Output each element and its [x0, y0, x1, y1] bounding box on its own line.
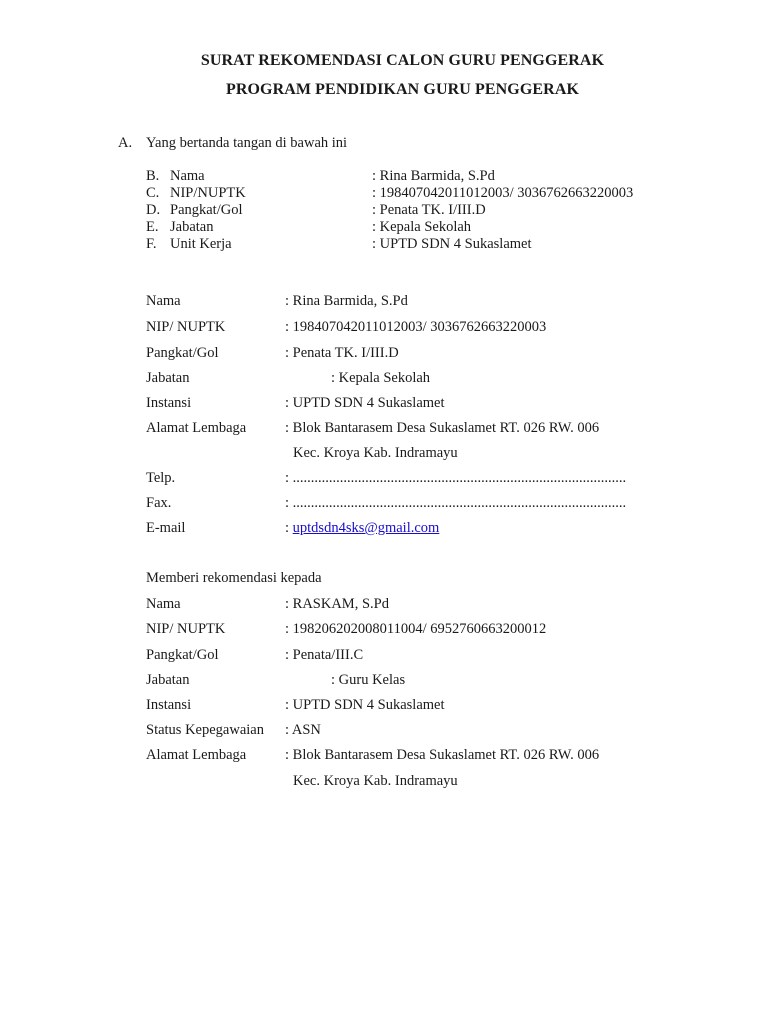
field-label: E-mail	[146, 520, 186, 536]
field-value: : ASN	[285, 722, 321, 738]
field-value: : Blok Bantarasem Desa Sukaslamet RT. 026 RW. 006	[285, 420, 600, 436]
field-label: Jabatan	[146, 672, 190, 688]
field-value: : Penata/III.C	[285, 647, 364, 663]
field-label: Nama	[146, 293, 181, 309]
field-value: : RASKAM, S.Pd	[285, 596, 389, 612]
field-value: : ............................................................................................	[285, 470, 627, 486]
field-label: Instansi	[146, 395, 192, 411]
list-marker: F.	[146, 236, 157, 252]
field-label: Nama	[146, 596, 181, 612]
field-value: : 198407042011012003/ 3036762663220003	[372, 185, 634, 201]
section-a-intro: Yang bertanda tangan di bawah ini	[146, 135, 348, 151]
field-label: Pangkat/Gol	[170, 202, 243, 218]
field-label: Jabatan	[146, 370, 190, 386]
email-link[interactable]: uptdsdn4sks@gmail.com	[292, 520, 440, 536]
field-value: : 198206202008011004/ 6952760663200012	[285, 621, 547, 637]
field-label: Telp.	[146, 470, 176, 486]
letter-title: SURAT REKOMENDASI CALON GURU PENGGERAK	[200, 52, 605, 69]
recipient-intro: Memberi rekomendasi kepada	[146, 570, 322, 586]
field-label: Nama	[170, 168, 205, 184]
field-value: : ............................................................................................	[285, 495, 627, 511]
field-label: Pangkat/Gol	[146, 345, 219, 361]
field-label: NIP/ NUPTK	[146, 621, 226, 637]
field-value: : Rina Barmida, S.Pd	[372, 168, 495, 184]
field-value: : UPTD SDN 4 Sukaslamet	[372, 236, 532, 252]
section-a-marker: A.	[118, 135, 133, 151]
field-label: Alamat Lembaga	[146, 420, 247, 436]
field-value: : UPTD SDN 4 Sukaslamet	[285, 697, 445, 713]
field-value: : Rina Barmida, S.Pd	[285, 293, 408, 309]
field-label: Alamat Lembaga	[146, 747, 247, 763]
list-marker: D.	[146, 202, 161, 218]
field-label: Status Kepegawaian	[146, 722, 264, 738]
signer-address-continuation: Kec. Kroya Kab. Indramayu	[293, 445, 458, 461]
field-label: Unit Kerja	[170, 236, 232, 252]
list-marker: B.	[146, 168, 160, 184]
field-value: : 198407042011012003/ 3036762663220003	[285, 319, 547, 335]
field-label: Pangkat/Gol	[146, 647, 219, 663]
field-value: : Guru Kelas	[331, 672, 406, 688]
letter-subtitle: PROGRAM PENDIDIKAN GURU PENGGERAK	[225, 81, 580, 98]
list-marker: C.	[146, 185, 160, 201]
field-value: : Penata TK. I/III.D	[372, 202, 486, 218]
recipient-address-continuation: Kec. Kroya Kab. Indramayu	[293, 773, 458, 789]
email-prefix: :	[285, 520, 293, 536]
field-value	[285, 520, 439, 537]
list-marker: E.	[146, 219, 159, 235]
field-label: NIP/ NUPTK	[146, 319, 226, 335]
field-value: : Penata TK. I/III.D	[285, 345, 399, 361]
field-value: : Kepala Sekolah	[331, 370, 431, 386]
field-label: Jabatan	[170, 219, 214, 235]
field-value: : UPTD SDN 4 Sukaslamet	[285, 395, 445, 411]
field-value: : Kepala Sekolah	[372, 219, 472, 235]
field-label: Instansi	[146, 697, 192, 713]
field-label: NIP/NUPTK	[170, 185, 246, 201]
field-value: : Blok Bantarasem Desa Sukaslamet RT. 026 RW. 006	[285, 747, 600, 763]
field-label: Fax.	[146, 495, 172, 511]
